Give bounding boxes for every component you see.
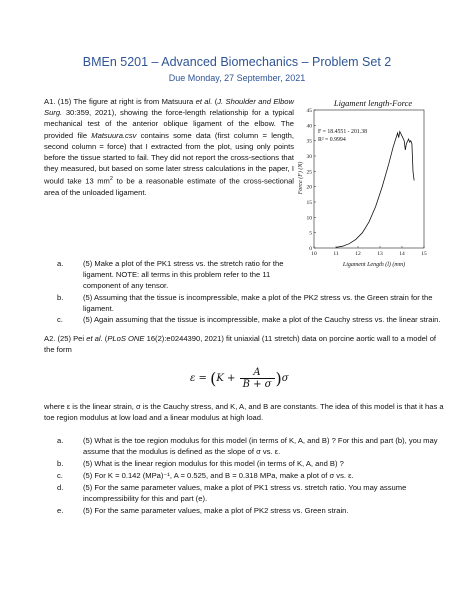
y-tick-label: 25 <box>306 169 312 176</box>
a2-p1: ( <box>102 334 108 343</box>
a2-item-e-label: e. <box>57 506 64 515</box>
x-tick-label: 13 <box>377 251 383 257</box>
y-tick-label: 40 <box>306 123 312 130</box>
a2-item-e-text: (5) For the same parameter values, make a plot of PK2 stress vs. Green strain. <box>83 506 349 515</box>
y-tick-label: 5 <box>309 230 312 237</box>
x-tick-label: 10 <box>311 251 317 257</box>
chart-annotation-equation: F = 18.4551 - 201.38 <box>318 129 368 135</box>
a2-prefix: A2. (25) Pei <box>44 334 87 343</box>
y-tick-label: 35 <box>306 138 312 145</box>
a1-item-b-label: b. <box>57 293 64 302</box>
a1-item-c-text: (5) Again assuming that the tissue is incompressible, make a plot of the Cauchy stress vs. the linear strain. <box>83 315 441 324</box>
a2-item-c-text: (5) For K = 0.142 (MPa)⁻¹, A = 0.525, and B = 0.318 MPa, make a plot of σ vs. ε. <box>83 471 354 480</box>
a2-journal: PLoS ONE <box>107 334 145 343</box>
a1-file: Matsuura.csv <box>91 130 137 140</box>
a1-p4: to be a reasonable estimate of the cross-sectional area of the unloaded ligament. <box>44 176 294 198</box>
chart-x-axis-label: Ligament Length (l) (mm) <box>342 262 406 268</box>
a2-item-c-label: c. <box>57 471 63 480</box>
y-tick-label: 10 <box>306 215 312 222</box>
due-date: Due Monday, 27 September, 2021 <box>168 73 306 83</box>
force-length-chart <box>298 96 438 272</box>
y-tick-label: 15 <box>306 200 312 206</box>
x-tick-label: 12 <box>355 251 361 257</box>
a1-item-c-label: c. <box>57 315 63 324</box>
equation-k: K + <box>216 373 239 384</box>
chart-y-axis-label: Force (F) (N) <box>298 161 304 195</box>
page-title: BMEn 5201 – Advanced Biomechanics – Problem Set 2 <box>82 55 392 69</box>
equation-numerator: A <box>240 367 275 379</box>
a1-item-a-text: (5) Make a plot of the PK1 stress vs. the stretch ratio for the ligament. NOTE: all terms in this problem refer to the 11 component of any tensor. <box>83 259 284 291</box>
a2-item-b-label: b. <box>57 459 64 468</box>
a1-p1: ( <box>212 97 218 106</box>
a2-paragraph <box>44 333 444 355</box>
x-tick-label: 15 <box>421 251 427 257</box>
y-tick-label: 30 <box>306 154 312 160</box>
a1-prefix: A1. (15) The figure at right is from Matsuura <box>44 97 196 106</box>
a2-p2: 16(2):e0244390, 2021) fit uniaxial (11 stretch) data on porcine aortic wall to a model of the form <box>44 334 437 355</box>
a2-item-b-text: (5) What is the linear region modulus for this model (in terms of K, A, and B) ? <box>83 459 344 468</box>
equation-lhs: ε = <box>190 373 211 384</box>
a2-item-a-label: a. <box>57 436 64 445</box>
a1-sup: 2 <box>109 176 113 183</box>
a1-p2: 30:359, 2021), showing the force-length relationship for a typical mechanical test of the anterior oblique ligament of the elbow. The provided file <box>44 108 294 140</box>
a1-etal: et al. <box>195 97 213 106</box>
y-tick-label: 0 <box>309 246 312 252</box>
x-tick-label: 14 <box>399 251 405 257</box>
chart-title: Ligament length-Force <box>333 98 413 108</box>
a2-item-d-label: d. <box>57 483 64 492</box>
a2-item-a-text: (5) What is the toe region modulus for this model (in terms of K, A, and B) ? For this and part (b), you may assume that the modulus is defined as the slope of σ vs. ε. <box>83 436 438 457</box>
a1-item-b-text: (5) Assuming that the tissue is incompressible, make a plot of the PK2 stress vs. the Green strain for the ligament. <box>83 293 433 314</box>
a1-paragraph <box>44 96 294 198</box>
model-equation: ε = (K + $\frac{A}{B + \sigma}$ )σ <box>190 367 289 390</box>
force-length-series-line <box>336 132 414 248</box>
a2-where-paragraph: where ε is the linear strain, σ is the Cauchy stress, and K, A, and B are constants. The idea of this model is that it has a toe region modulus at low load and a linear modulus at high load. <box>44 402 444 423</box>
equation-denominator: B + σ <box>242 379 272 390</box>
a1-item-a-label: a. <box>57 259 64 268</box>
a2-etal: et al. <box>86 334 103 343</box>
y-tick-label: 45 <box>306 108 312 114</box>
equation-rhs: σ <box>281 373 289 384</box>
a1-journal: J. Shoulder and Elbow Surg. <box>44 97 295 118</box>
x-tick-label: 11 <box>333 251 339 257</box>
a1-p3: contains some data (first column = length, second column = force) that I extracted from the plot, using only points before the tissue started to fail. They did not report the cross-sections that they measured, but based on some later stress calculations in the paper, I would take 13 mm <box>44 130 294 186</box>
equation-fraction <box>240 367 275 390</box>
a2-item-d-text: (5) For the same parameter values, make a plot of PK1 stress vs. stretch ratio. You may assume incompressibility for this and part (e). <box>83 483 407 504</box>
chart-annotation-r2: R² = 0.9994 <box>318 137 346 143</box>
y-tick-label: 20 <box>306 184 312 191</box>
